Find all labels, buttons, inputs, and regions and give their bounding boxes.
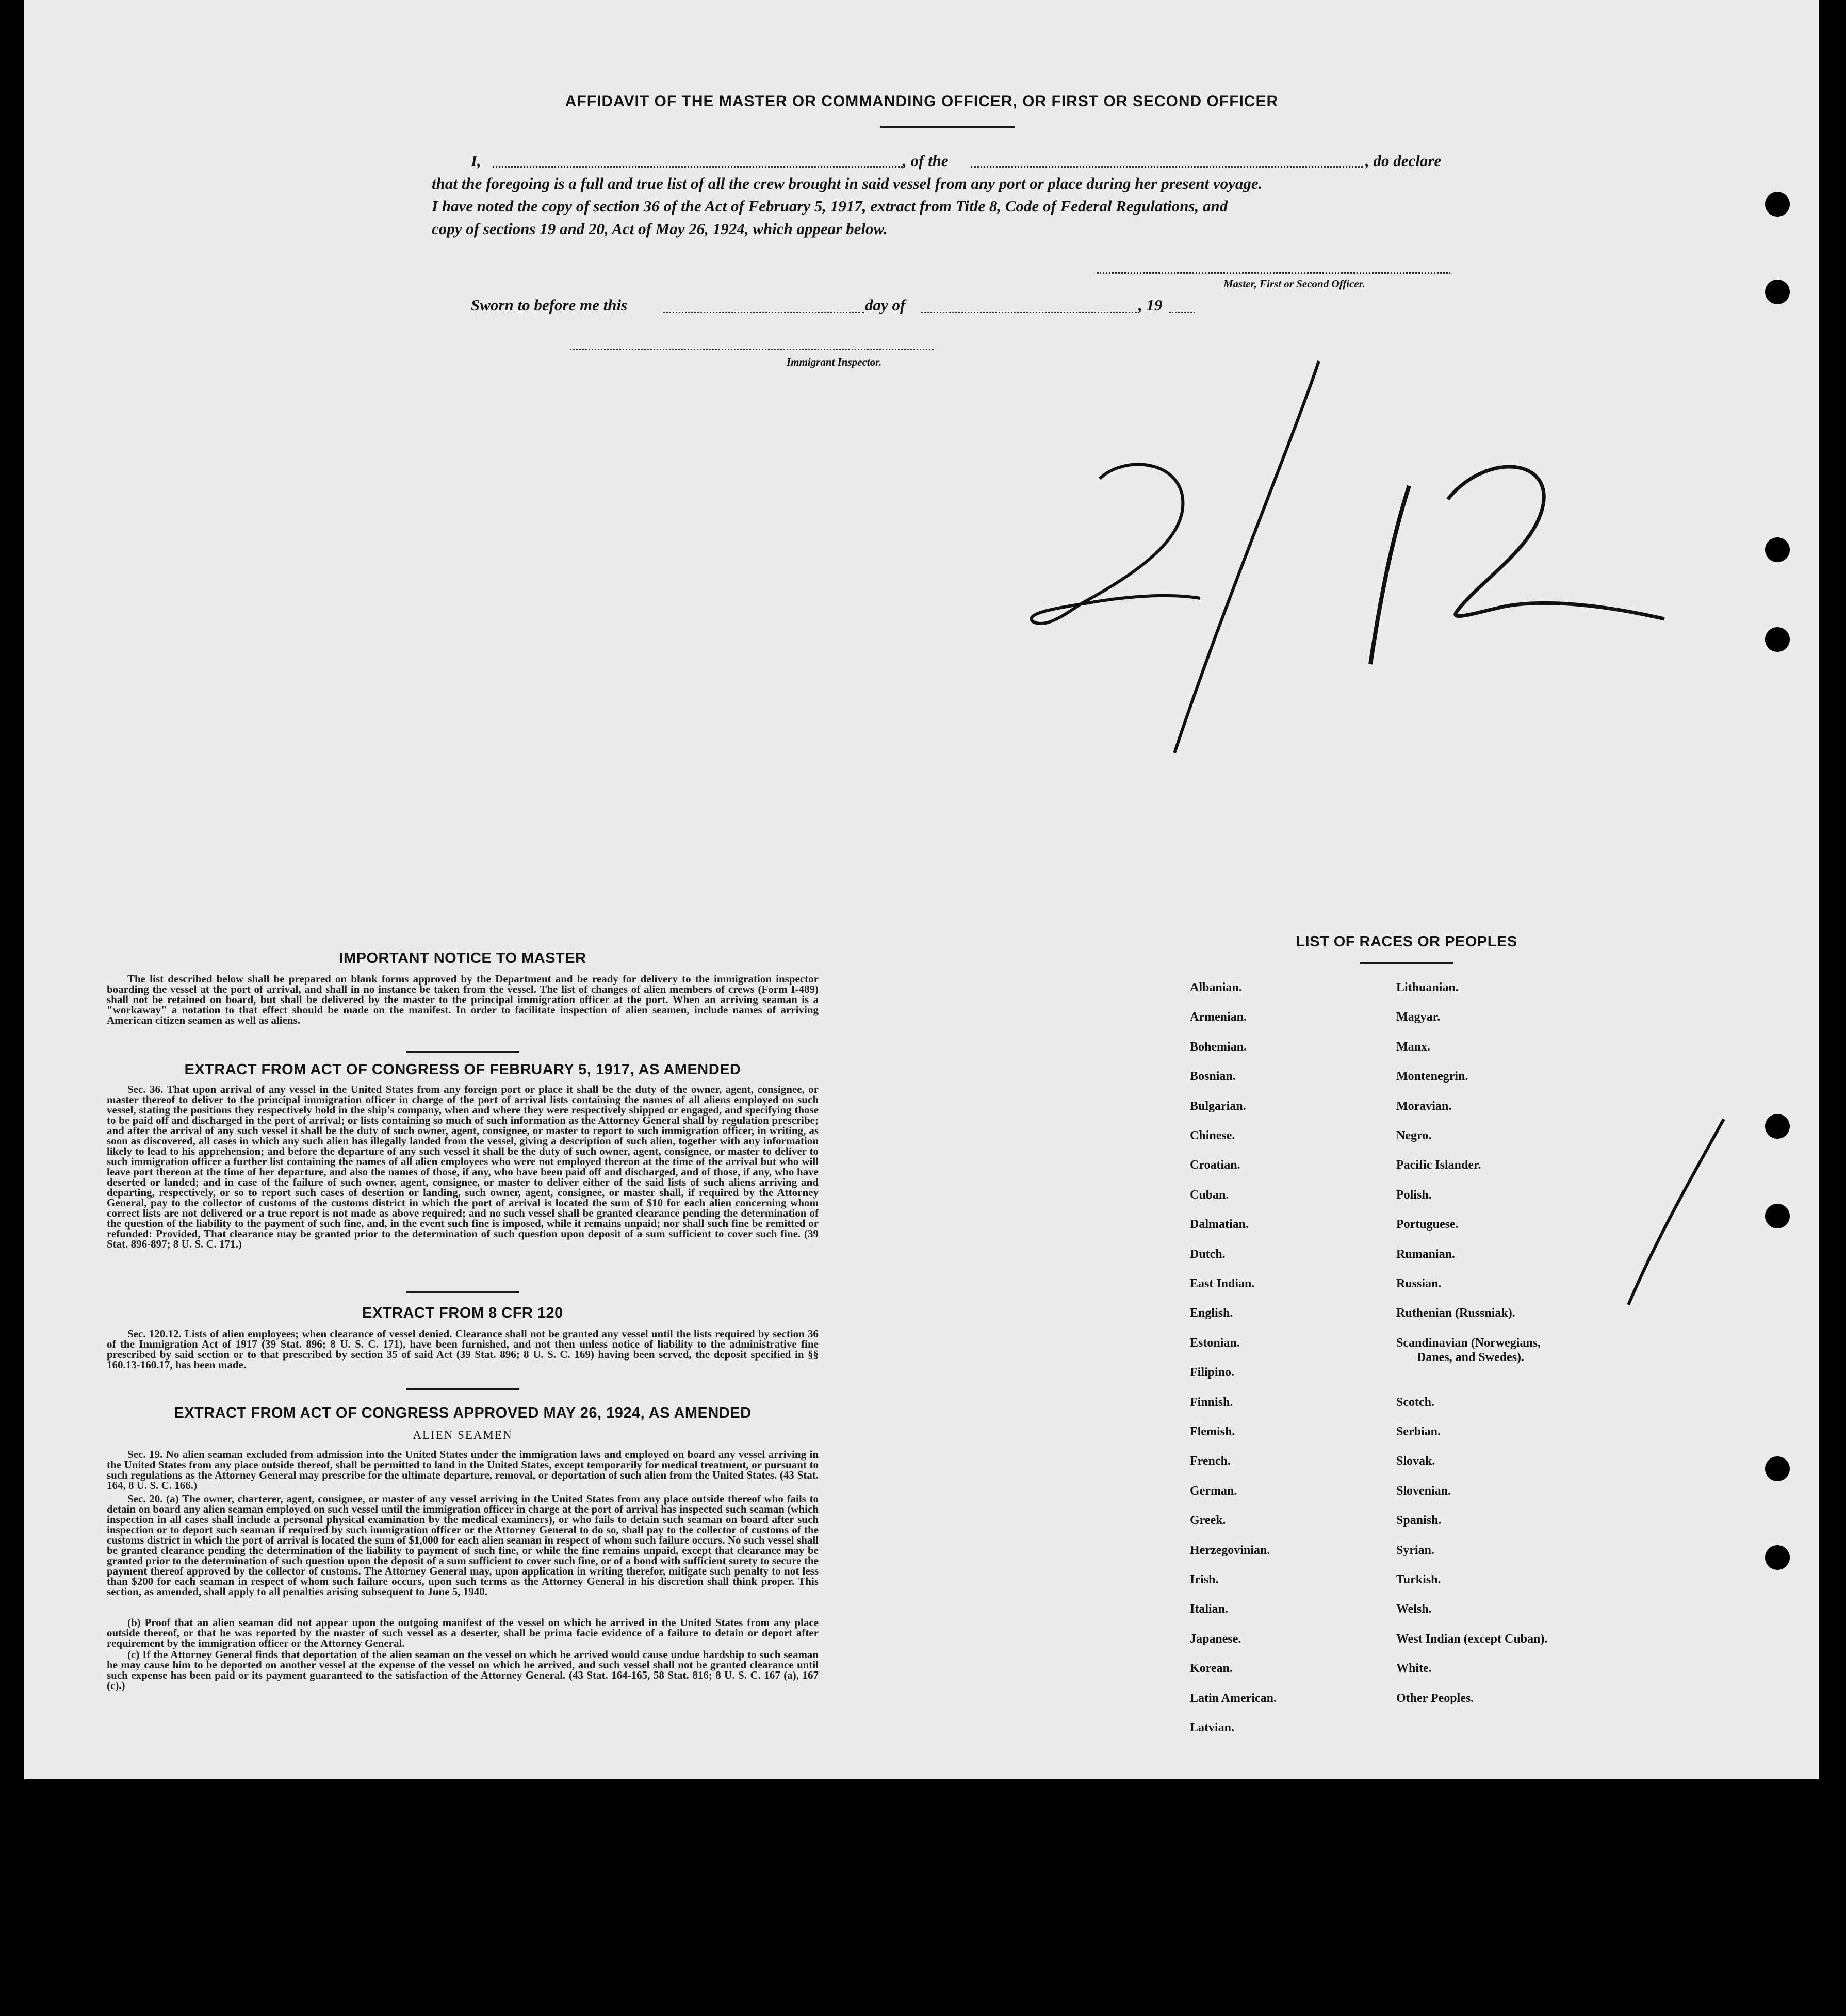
- binder-hole: [1765, 627, 1790, 652]
- handwritten-page-mark-svg: [1004, 351, 1701, 763]
- extract-cfr-heading: EXTRACT FROM 8 CFR 120: [362, 1305, 563, 1321]
- race-item: Chinese.: [1190, 1129, 1235, 1142]
- race-item: French.: [1190, 1454, 1231, 1468]
- affidavit-line-2: that the foregoing is a full and true list of all the crew brought in said vessel from any port or place during her present voyage.: [432, 174, 1263, 192]
- race-item: East Indian.: [1190, 1277, 1255, 1290]
- extract-cfr-body: Sec. 120.12. Lists of alien employees; when clearance of vessel denied. Clearance shall not be granted any vessel until the lists required by section 36 of the Immigration Act of 1917 (39 Stat. 896; 8 U. S. C. 171), have been furnished, and not then unless notice of liability to the administrative fine prescribed by said section or to that prescribed by section 35 of said Act (39 Stat. 896; 8 U. S. C. 169) having been served, the deposit specified in §§ 160.13-160.17, has been made.: [107, 1327, 819, 1371]
- race-item: Negro.: [1396, 1129, 1432, 1142]
- race-item: Lithuanian.: [1396, 981, 1459, 994]
- race-item: Latin American.: [1190, 1692, 1277, 1705]
- handwritten-page-mark: [1004, 351, 1701, 766]
- sworn-month-line: [921, 312, 1137, 313]
- affidavit-title: AFFIDAVIT OF THE MASTER OR COMMANDING OFFICER, OR FIRST OR SECOND OFFICER: [565, 93, 1279, 110]
- race-item: West Indian (except Cuban).: [1396, 1632, 1548, 1646]
- binder-hole: [1765, 192, 1790, 217]
- handwritten-tick-svg: [1597, 1114, 1731, 1320]
- title-rule: [880, 126, 1015, 128]
- race-item: Japanese.: [1190, 1632, 1241, 1646]
- inspector-signature-line: [570, 349, 934, 350]
- race-item: Armenian.: [1190, 1010, 1247, 1024]
- affidavit-do-declare: , do declare: [1365, 152, 1442, 170]
- notice-heading: IMPORTANT NOTICE TO MASTER: [339, 950, 586, 966]
- vessel-field-line: [971, 166, 1363, 168]
- binder-hole: [1765, 1545, 1790, 1570]
- race-item: White.: [1396, 1662, 1432, 1675]
- race-item: Rumanian.: [1396, 1248, 1456, 1261]
- sworn-year-line: [1169, 312, 1195, 313]
- extract-1917-body: Sec. 36. That upon arrival of any vessel in the United States from any foreign port or place it shall be the duty of the owner, agent, consignee, or master thereof to deliver to the principal immigration officer in charge of the port of arrival lists containing the names of all aliens employed on such vessel, stating the positions they respectively hold in the ship's company, when and where they were respectively shipped or engaged, and specifying those to be paid off and discharged in the port of arrival; or lists containing so much of such information as the Attorney General shall by regulation prescribe; and after the arrival of any such vessel it shall be the duty of such owner, agent, consignee, or master to report to such immigration officer, in writing, as soon as discovered, all cases in which any such alien has illegally landed from the vessel, giving a description of such alien, together with any information likely to lead to his apprehension; and before the departure of any such vessel it shall be the duty of such owner, agent, consignee, or master to deliver to such immigration officer a further list containing the names of all alien employees who were not employed thereon at the time of the arrival but who will leave port thereon at the time of her departure, and also the names of those, if any, who have been paid off and discharged, and of those, if any, who have deserted or landed; and in case of the failure of such owner, agent, consignee, or master to deliver either of the said lists of such aliens arriving and departing, respectively, or so to report such cases of desertion or landing, such owner, agent, consignee, or master shall, if required by the Attorney General, pay to the collector of customs of the customs district in which the port of arrival is located the sum of $10 for each alien concerning whom correct lists are not delivered or a true report is not made as above required; and no such vessel shall be granted clearance pending the determination of the question of the liability to the payment of such fine, and, in the event such fine is imposed, while it remains unpaid; nor shall such fine be remitted or refunded: Provided, That clearance may be granted prior to the determination of such question upon deposit of a sum sufficient to cover such fine. (39 Stat. 896-897; 8 U. S. C. 171.): [107, 1083, 819, 1250]
- sworn-day-of: day of: [865, 296, 906, 314]
- race-item: English.: [1190, 1306, 1233, 1320]
- affidavit-i: I,: [471, 152, 481, 170]
- master-caption: Master, First or Second Officer.: [1223, 277, 1365, 290]
- master-signature-line: [1097, 272, 1450, 274]
- race-item: Russian.: [1396, 1277, 1442, 1290]
- races-rule: [1360, 962, 1453, 964]
- race-item: Dutch.: [1190, 1248, 1226, 1261]
- race-item: Moravian.: [1396, 1100, 1452, 1113]
- sworn-year: , 19: [1138, 296, 1163, 314]
- race-item: Dalmatian.: [1190, 1218, 1249, 1231]
- race-item: Turkish.: [1396, 1573, 1441, 1586]
- race-item: German.: [1190, 1484, 1237, 1498]
- binder-hole: [1765, 537, 1790, 562]
- race-item: Portuguese.: [1396, 1218, 1459, 1231]
- race-item: Welsh.: [1396, 1602, 1432, 1616]
- races-title: LIST OF RACES OR PEOPLES: [1296, 933, 1517, 950]
- race-item: Italian.: [1190, 1602, 1229, 1616]
- race-item: Montenegrin.: [1396, 1070, 1468, 1083]
- race-item: Cuban.: [1190, 1188, 1229, 1202]
- race-item: Magyar.: [1396, 1010, 1441, 1024]
- name-field-line: [493, 166, 903, 168]
- race-item: Slovak.: [1396, 1454, 1435, 1468]
- affidavit-line-3: I have noted the copy of section 36 of the Act of February 5, 1917, extract from Title 8, Code of Federal Regulations, and: [432, 197, 1228, 215]
- race-item: Croatian.: [1190, 1158, 1240, 1172]
- race-item: Syrian.: [1396, 1544, 1435, 1557]
- race-item: Manx.: [1396, 1040, 1430, 1054]
- race-item: Pacific Islander.: [1396, 1158, 1481, 1172]
- extract-cfr-rule: [406, 1388, 519, 1390]
- binder-hole: [1765, 1114, 1790, 1139]
- race-item: Scotch.: [1396, 1396, 1434, 1409]
- extract-1924-sec20a: Sec. 20. (a) The owner, charterer, agent, consignee, or master of any vessel arriving in the United States from any place outside thereof who fails to detain on board any alien seaman employed on such vessel until the immigration officer in charge at the port of arrival has inspected such seaman (which inspection in all cases shall include a personal physical examination by the medical examiners), or who fails to detain such seaman on board after such inspection or to deport such seaman if required by such immigration officer or the Attorney General to do so, shall pay to the collector of customs of the customs district in which the port of arrival is located the sum of $1,000 for each alien seaman in respect of whom such failure occurs. No such vessel shall be granted clearance pending the determination of the liability to payment of such fine, or while the fine remains unpaid, except that clearance may be granted prior to the determination of such question upon the deposit of a sum sufficient to cover such fine, or of a bond with sufficient surety to secure the payment thereof approved by the collector of customs. The Attorney General may, upon application in writing therefor, mitigate such penalty to not less than $200 for each seaman in respect of whom such failure occurs, upon such terms as the Attorney General in his discretion shall think proper. This section, as amended, shall apply to all penalties arising subsequent to June 5, 1940.: [107, 1493, 819, 1598]
- binder-hole: [1765, 1456, 1790, 1481]
- race-item: Flemish.: [1190, 1425, 1235, 1438]
- extract-1924-sec19: Sec. 19. No alien seaman excluded from admission into the United States under the immigration laws and employed on board any vessel arriving in the United States from any place outside thereof, shall be permitted to land in the United States, except temporarily for medical treatment, or pursuant to such regulations as the Attorney General may prescribe for the ultimate departure, removal, or deportation of such alien from the United States. (43 Stat. 164, 8 U. S. C. 166.): [107, 1448, 819, 1491]
- affidavit-line-4: copy of sections 19 and 20, Act of May 26, 1924, which appear below.: [432, 220, 888, 238]
- race-item: Slovenian.: [1396, 1484, 1451, 1498]
- notice-rule: [406, 1051, 519, 1053]
- race-item: Other Peoples.: [1396, 1692, 1474, 1705]
- race-item: Estonian.: [1190, 1336, 1240, 1350]
- binder-hole: [1765, 1204, 1790, 1228]
- document-page: [24, 0, 1819, 1779]
- race-item: Spanish.: [1396, 1514, 1442, 1527]
- alien-seamen-subheading: ALIEN SEAMEN: [413, 1429, 513, 1441]
- inspector-caption: Immigrant Inspector.: [787, 356, 882, 368]
- race-item: Ruthenian (Russniak).: [1396, 1306, 1515, 1320]
- race-item: Bohemian.: [1190, 1040, 1247, 1054]
- race-item: Finnish.: [1190, 1396, 1233, 1409]
- extract-1924-heading: EXTRACT FROM ACT OF CONGRESS APPROVED MAY 26, 1924, AS AMENDED: [174, 1405, 752, 1421]
- race-item: Greek.: [1190, 1514, 1226, 1527]
- affidavit-of-the: , of the: [903, 152, 949, 170]
- sworn-day-line: [663, 312, 864, 313]
- binder-hole: [1765, 280, 1790, 304]
- race-item: Albanian.: [1190, 981, 1242, 994]
- race-item: Polish.: [1396, 1188, 1432, 1202]
- notice-body: The list described below shall be prepared on blank forms approved by the Department and be ready for delivery to the immigration inspector boarding the vessel at the port of arrival, and shall in no instance be taken from the vessel. The list of changes of alien members of crews (Form I-489) shall not be retained on board, but shall be delivered by the master to the principal immigration officer at the port. When an arriving seaman is a "workaway" a notation to that effect should be made on the manifest. In order to facilitate inspection of alien seamen, include names of arriving American citizen seamen as well as aliens.: [107, 973, 819, 1026]
- extract-1917-rule: [406, 1291, 519, 1293]
- extract-1917-heading: EXTRACT FROM ACT OF CONGRESS OF FEBRUARY 5, 1917, AS AMENDED: [184, 1061, 741, 1078]
- race-item: Danes, and Swedes).: [1417, 1351, 1525, 1364]
- race-item: Serbian.: [1396, 1425, 1441, 1438]
- extract-1924-sec20c: (c) If the Attorney General finds that deportation of the alien seaman on the vessel on which he arrived would cause undue hardship to such seaman he may cause him to be deported on another vessel at the expense of the vessel on which he arrived, and such vessel shall not be granted clearance until such expense has been paid or its payment guaranteed to the satisfaction of the Attorney General. (43 Stat. 164-165, 58 Stat. 816; 8 U. S. C. 167 (a), 167 (c).): [107, 1648, 819, 1692]
- race-item: Bulgarian.: [1190, 1100, 1246, 1113]
- race-item: Filipino.: [1190, 1366, 1235, 1379]
- handwritten-tick: [1597, 1114, 1731, 1323]
- race-item: Scandinavian (Norwegians,: [1396, 1336, 1541, 1350]
- race-item: Korean.: [1190, 1662, 1233, 1675]
- race-item: Herzegovinian.: [1190, 1544, 1270, 1557]
- race-item: Latvian.: [1190, 1721, 1235, 1734]
- race-item: Bosnian.: [1190, 1070, 1236, 1083]
- extract-1924-sec20b: (b) Proof that an alien seaman did not appear upon the outgoing manifest of the vessel on which he arrived in the United States from any place outside thereof, or that he was reported by the master of such vessel as a deserter, shall be prima facie evidence of a failure to detain or deport after requirement by the immigration officer or the Attorney General.: [107, 1616, 819, 1649]
- race-item: Irish.: [1190, 1573, 1219, 1586]
- sworn-text: Sworn to before me this: [471, 296, 628, 314]
